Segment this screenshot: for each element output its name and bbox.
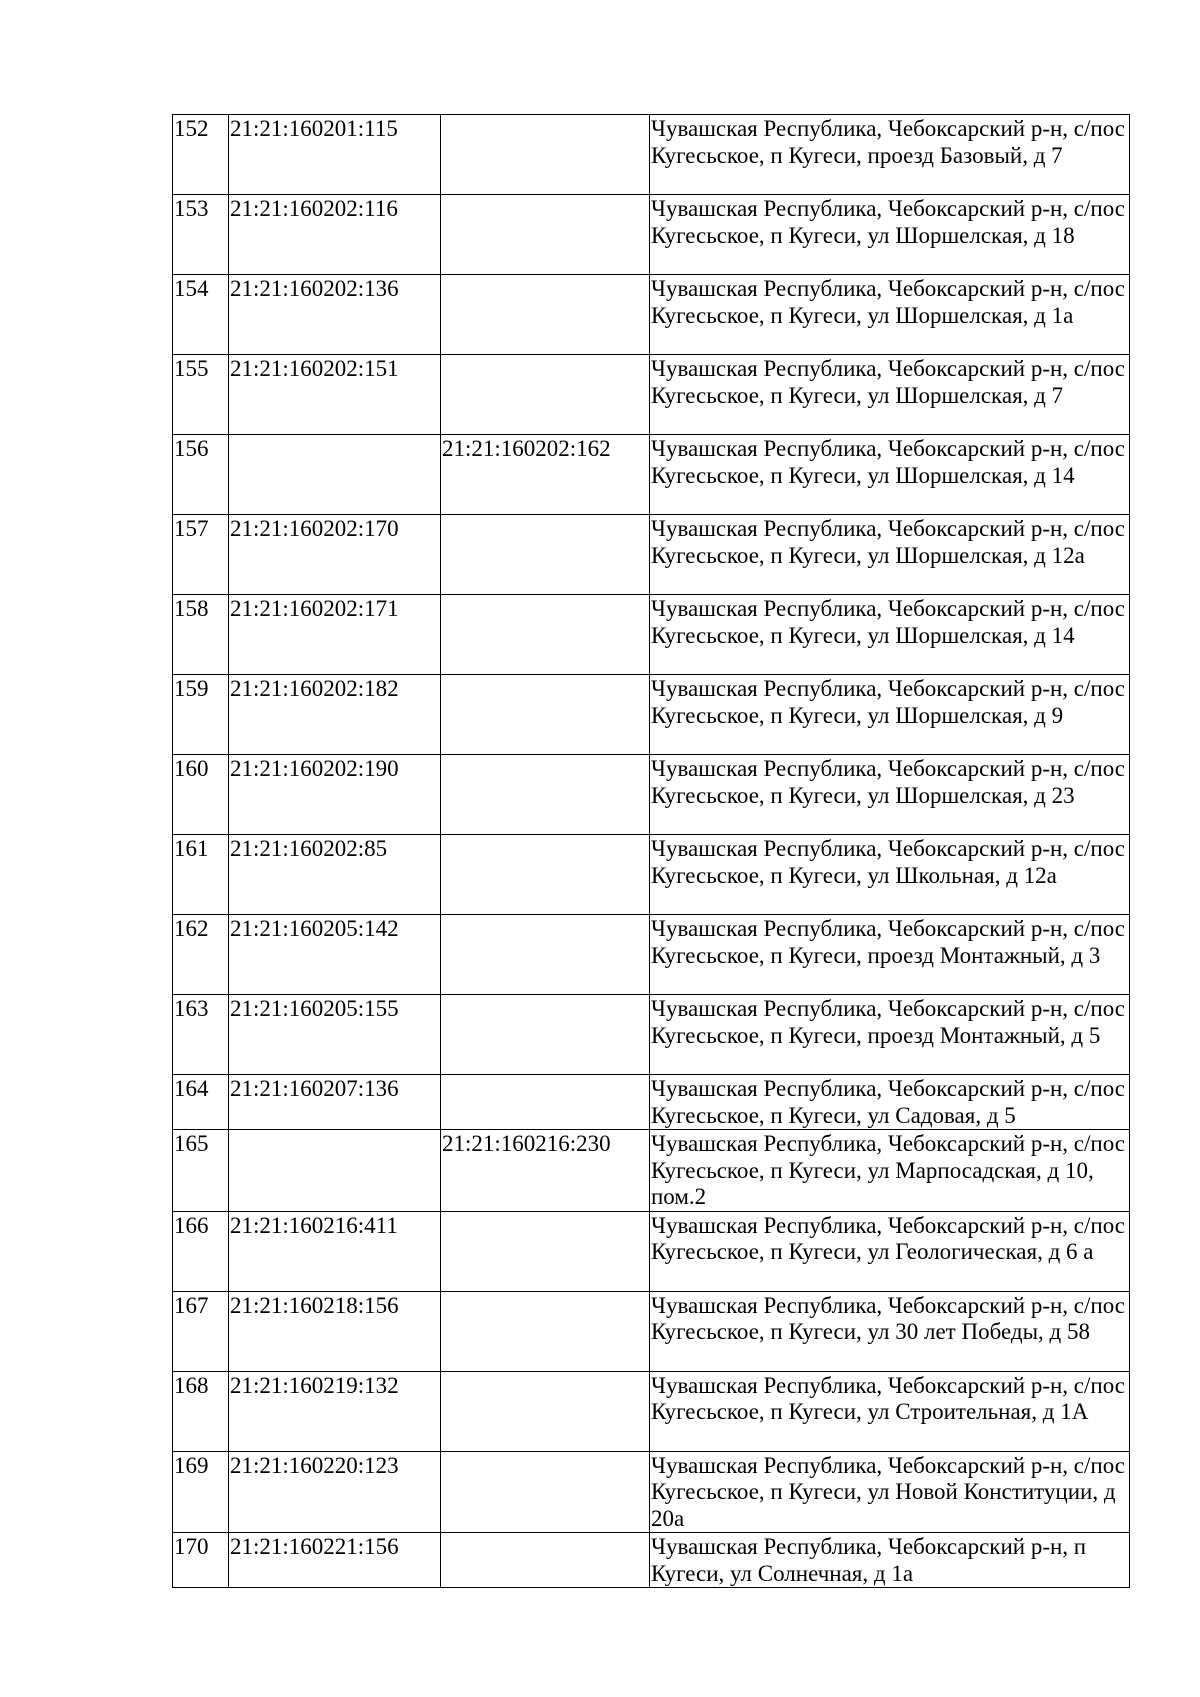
land-cadastral-number-cell: 21:21:160201:115 xyxy=(229,115,441,195)
object-cadastral-number-cell xyxy=(441,1291,650,1371)
land-cadastral-number-cell: 21:21:160202:170 xyxy=(229,515,441,595)
land-cadastral-number-cell: 21:21:160202:85 xyxy=(229,835,441,915)
table-row xyxy=(173,275,1130,355)
row-number-cell: 167 xyxy=(173,1291,229,1371)
land-cadastral-number-cell: 21:21:160202:151 xyxy=(229,355,441,435)
row-number-cell: 156 xyxy=(173,435,229,515)
table-row xyxy=(173,835,1130,915)
table-row xyxy=(173,1451,1130,1533)
object-cadastral-number-cell xyxy=(441,675,650,755)
table-row xyxy=(173,1130,1130,1212)
address-cell: Чувашская Республика, Чебоксарский р-н, с/пос Кугесьское, п Кугеси, проезд Монтажный, д 5 xyxy=(650,995,1130,1075)
land-cadastral-number-cell xyxy=(229,1130,441,1212)
address-cell: Чувашская Республика, Чебоксарский р-н, с/пос Кугесьское, п Кугеси, ул Шоршелская, д 7 xyxy=(650,355,1130,435)
row-number-cell: 165 xyxy=(173,1130,229,1212)
address-cell: Чувашская Республика, Чебоксарский р-н, п Кугеси, ул Солнечная, д 1а xyxy=(650,1533,1130,1588)
row-number-cell: 169 xyxy=(173,1451,229,1533)
row-number-cell: 154 xyxy=(173,275,229,355)
table-row xyxy=(173,1211,1130,1291)
land-cadastral-number-cell: 21:21:160202:190 xyxy=(229,755,441,835)
land-cadastral-number-cell: 21:21:160205:142 xyxy=(229,915,441,995)
address-cell: Чувашская Республика, Чебоксарский р-н, с/пос Кугесьское, п Кугеси, ул Садовая, д 5 xyxy=(650,1075,1130,1130)
row-number-cell: 158 xyxy=(173,595,229,675)
land-cadastral-number-cell: 21:21:160202:182 xyxy=(229,675,441,755)
address-cell: Чувашская Республика, Чебоксарский р-н, с/пос Кугесьское, п Кугеси, ул 30 лет Победы, д 58 xyxy=(650,1291,1130,1371)
registry-table-body xyxy=(173,115,1130,1588)
table-row xyxy=(173,675,1130,755)
address-cell: Чувашская Республика, Чебоксарский р-н, с/пос Кугесьское, п Кугеси, ул Шоршелская, д 23 xyxy=(650,755,1130,835)
table-row xyxy=(173,115,1130,195)
table-row xyxy=(173,595,1130,675)
address-cell: Чувашская Республика, Чебоксарский р-н, с/пос Кугесьское, п Кугеси, ул Шоршелская, д 9 xyxy=(650,675,1130,755)
address-cell: Чувашская Республика, Чебоксарский р-н, с/пос Кугесьское, п Кугеси, ул Новой Конституции, д 20а xyxy=(650,1451,1130,1533)
object-cadastral-number-cell xyxy=(441,115,650,195)
address-cell: Чувашская Республика, Чебоксарский р-н, с/пос Кугесьское, п Кугеси, ул Шоршелская, д 14 xyxy=(650,595,1130,675)
address-cell: Чувашская Республика, Чебоксарский р-н, с/пос Кугесьское, п Кугеси, проезд Монтажный, д 3 xyxy=(650,915,1130,995)
row-number-cell: 153 xyxy=(173,195,229,275)
row-number-cell: 152 xyxy=(173,115,229,195)
address-cell: Чувашская Республика, Чебоксарский р-н, с/пос Кугесьское, п Кугеси, проезд Базовый, д 7 xyxy=(650,115,1130,195)
land-cadastral-number-cell: 21:21:160220:123 xyxy=(229,1451,441,1533)
row-number-cell: 161 xyxy=(173,835,229,915)
row-number-cell: 155 xyxy=(173,355,229,435)
address-cell: Чувашская Республика, Чебоксарский р-н, с/пос Кугесьское, п Кугеси, ул Геологическая, д 6 а xyxy=(650,1211,1130,1291)
table-row xyxy=(173,1075,1130,1130)
row-number-cell: 168 xyxy=(173,1371,229,1451)
table-row xyxy=(173,355,1130,435)
table-row xyxy=(173,1291,1130,1371)
object-cadastral-number-cell: 21:21:160216:230 xyxy=(441,1130,650,1212)
property-registry-table xyxy=(172,114,1130,1588)
object-cadastral-number-cell xyxy=(441,755,650,835)
land-cadastral-number-cell: 21:21:160202:171 xyxy=(229,595,441,675)
address-cell: Чувашская Республика, Чебоксарский р-н, с/пос Кугесьское, п Кугеси, ул Шоршелская, д 1а xyxy=(650,275,1130,355)
address-cell: Чувашская Республика, Чебоксарский р-н, с/пос Кугесьское, п Кугеси, ул Школьная, д 12а xyxy=(650,835,1130,915)
object-cadastral-number-cell xyxy=(441,515,650,595)
table-row xyxy=(173,195,1130,275)
object-cadastral-number-cell xyxy=(441,995,650,1075)
object-cadastral-number-cell xyxy=(441,1371,650,1451)
object-cadastral-number-cell xyxy=(441,1211,650,1291)
land-cadastral-number-cell: 21:21:160205:155 xyxy=(229,995,441,1075)
object-cadastral-number-cell xyxy=(441,1075,650,1130)
row-number-cell: 164 xyxy=(173,1075,229,1130)
table-row xyxy=(173,1533,1130,1588)
object-cadastral-number-cell xyxy=(441,355,650,435)
table-row xyxy=(173,915,1130,995)
address-cell: Чувашская Республика, Чебоксарский р-н, с/пос Кугесьское, п Кугеси, ул Марпосадская, д 10, пом.2 xyxy=(650,1130,1130,1212)
object-cadastral-number-cell xyxy=(441,1533,650,1588)
row-number-cell: 160 xyxy=(173,755,229,835)
row-number-cell: 163 xyxy=(173,995,229,1075)
address-cell: Чувашская Республика, Чебоксарский р-н, с/пос Кугесьское, п Кугеси, ул Шоршелская, д 12а xyxy=(650,515,1130,595)
land-cadastral-number-cell: 21:21:160207:136 xyxy=(229,1075,441,1130)
row-number-cell: 170 xyxy=(173,1533,229,1588)
table-row xyxy=(173,1371,1130,1451)
table-row xyxy=(173,755,1130,835)
address-cell: Чувашская Республика, Чебоксарский р-н, с/пос Кугесьское, п Кугеси, ул Шоршелская, д 14 xyxy=(650,435,1130,515)
address-cell: Чувашская Республика, Чебоксарский р-н, с/пос Кугесьское, п Кугеси, ул Шоршелская, д 18 xyxy=(650,195,1130,275)
object-cadastral-number-cell xyxy=(441,195,650,275)
land-cadastral-number-cell: 21:21:160216:411 xyxy=(229,1211,441,1291)
row-number-cell: 157 xyxy=(173,515,229,595)
land-cadastral-number-cell: 21:21:160218:156 xyxy=(229,1291,441,1371)
object-cadastral-number-cell xyxy=(441,835,650,915)
table-row xyxy=(173,995,1130,1075)
row-number-cell: 162 xyxy=(173,915,229,995)
row-number-cell: 159 xyxy=(173,675,229,755)
row-number-cell: 166 xyxy=(173,1211,229,1291)
object-cadastral-number-cell xyxy=(441,595,650,675)
object-cadastral-number-cell xyxy=(441,915,650,995)
object-cadastral-number-cell xyxy=(441,275,650,355)
land-cadastral-number-cell: 21:21:160219:132 xyxy=(229,1371,441,1451)
land-cadastral-number-cell: 21:21:160202:116 xyxy=(229,195,441,275)
table-row xyxy=(173,435,1130,515)
land-cadastral-number-cell: 21:21:160202:136 xyxy=(229,275,441,355)
table-row xyxy=(173,515,1130,595)
address-cell: Чувашская Республика, Чебоксарский р-н, с/пос Кугесьское, п Кугеси, ул Строительная, д 1А xyxy=(650,1371,1130,1451)
land-cadastral-number-cell xyxy=(229,435,441,515)
object-cadastral-number-cell: 21:21:160202:162 xyxy=(441,435,650,515)
object-cadastral-number-cell xyxy=(441,1451,650,1533)
land-cadastral-number-cell: 21:21:160221:156 xyxy=(229,1533,441,1588)
